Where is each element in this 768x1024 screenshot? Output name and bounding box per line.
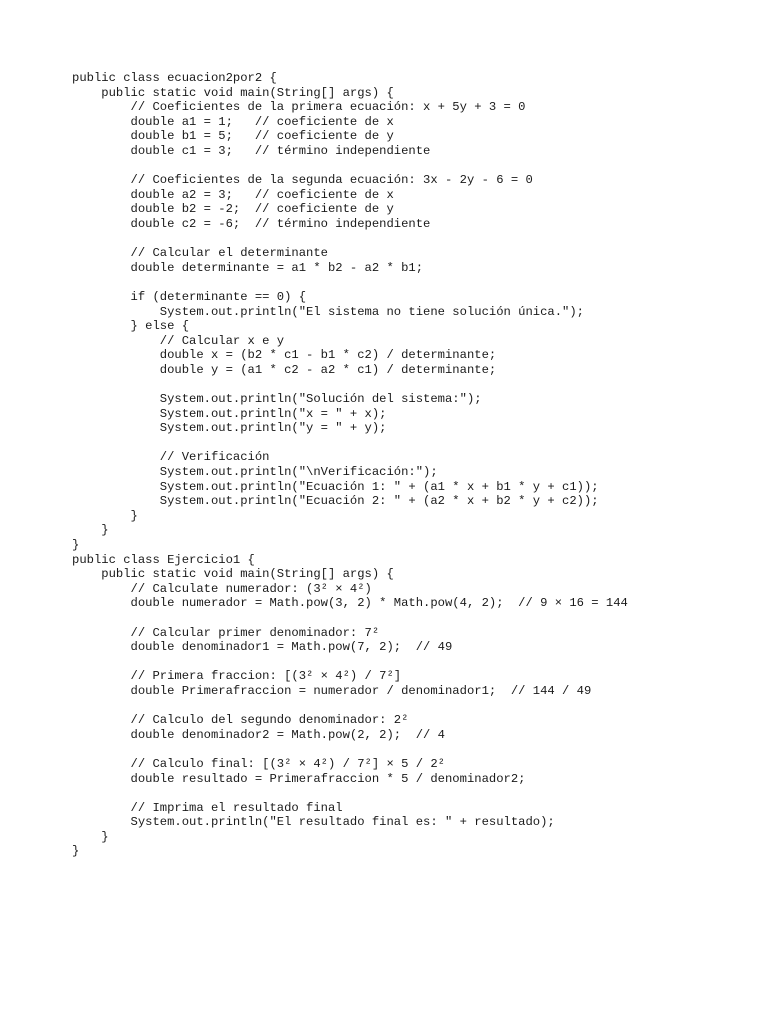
code-line: double b1 = 5; // coeficiente de y xyxy=(72,129,394,144)
code-line: // Calcular primer denominador: 7² xyxy=(72,625,380,640)
code-line: System.out.println("El sistema no tiene solución única."); xyxy=(72,304,584,319)
code-line: System.out.println("y = " + y); xyxy=(72,421,387,436)
code-line: double b2 = -2; // coeficiente de y xyxy=(72,202,394,217)
code-line xyxy=(72,786,628,801)
code-line: double determinante = a1 * b2 - a2 * b1; xyxy=(72,260,424,275)
code-line: double c2 = -6; // término independiente xyxy=(72,216,431,231)
code-line: // Coeficientes de la primera ecuación: x + 5y + 3 = 0 xyxy=(72,100,526,115)
code-line: } xyxy=(72,538,80,552)
code-line: double resultado = Primerafraccion * 5 / denominador2; xyxy=(72,771,526,786)
code-line: double a1 = 1; // coeficiente de x xyxy=(72,114,394,129)
code-line xyxy=(72,275,628,290)
code-line xyxy=(72,436,628,451)
code-line: // Primera fraccion: [(3² × 4²) / 7²] xyxy=(72,669,402,684)
code-line: } xyxy=(72,829,109,844)
code-line: public class Ejercicio1 { xyxy=(72,552,255,567)
code-line: public static void main(String[] args) { xyxy=(72,567,394,582)
code-line: } xyxy=(72,508,138,523)
code-line: double denominador1 = Math.pow(7, 2); // 49 xyxy=(72,640,453,655)
code-line xyxy=(72,655,628,670)
code-line: double a2 = 3; // coeficiente de x xyxy=(72,187,394,202)
code-line: System.out.println("\nVerificación:"); xyxy=(72,465,438,480)
code-line: // Verificación xyxy=(72,450,270,465)
code-line: public class ecuacion2por2 { xyxy=(72,71,277,85)
code-line: // Imprima el resultado final xyxy=(72,800,343,815)
code-line: public static void main(String[] args) { xyxy=(72,85,394,100)
code-line: // Calcular el determinante xyxy=(72,246,328,261)
code-line: double x = (b2 * c1 - b1 * c2) / determinante; xyxy=(72,348,497,363)
code-line: double denominador2 = Math.pow(2, 2); // 4 xyxy=(72,727,445,742)
code-line: if (determinante == 0) { xyxy=(72,289,307,304)
code-line: // Calculate numerador: (3² × 4²) xyxy=(72,581,372,596)
code-line xyxy=(72,232,628,247)
code-line: System.out.println("Ecuación 2: " + (a2 * x + b2 * y + c2)); xyxy=(72,494,599,509)
code-line: // Calculo final: [(3² × 4²) / 7²] × 5 / 2² xyxy=(72,756,445,771)
code-line xyxy=(72,742,628,757)
code-line: } xyxy=(72,844,80,859)
code-line: double numerador = Math.pow(3, 2) * Math.pow(4, 2); // 9 × 16 = 144 xyxy=(72,596,628,611)
code-line xyxy=(72,611,628,626)
code-line: // Calcular x e y xyxy=(72,333,285,348)
code-line: } else { xyxy=(72,319,190,334)
code-line: } xyxy=(72,523,109,538)
code-line: System.out.println("El resultado final es: " + resultado); xyxy=(72,815,555,830)
code-line: System.out.println("Ecuación 1: " + (a1 * x + b1 * y + c1)); xyxy=(72,479,599,494)
code-line: // Calculo del segundo denominador: 2² xyxy=(72,713,409,728)
code-line: double y = (a1 * c2 - a2 * c1) / determinante; xyxy=(72,362,497,377)
code-line xyxy=(72,699,628,714)
code-line: double Primerafraccion = numerador / denominador1; // 144 / 49 xyxy=(72,683,592,698)
code-line xyxy=(72,377,628,392)
code-line: double c1 = 3; // término independiente xyxy=(72,143,431,158)
code-block xyxy=(72,71,628,859)
code-line: System.out.println("x = " + x); xyxy=(72,406,387,421)
code-line xyxy=(72,159,628,174)
code-line: // Coeficientes de la segunda ecuación: 3x - 2y - 6 = 0 xyxy=(72,173,533,188)
code-line: System.out.println("Solución del sistema:"); xyxy=(72,392,482,407)
